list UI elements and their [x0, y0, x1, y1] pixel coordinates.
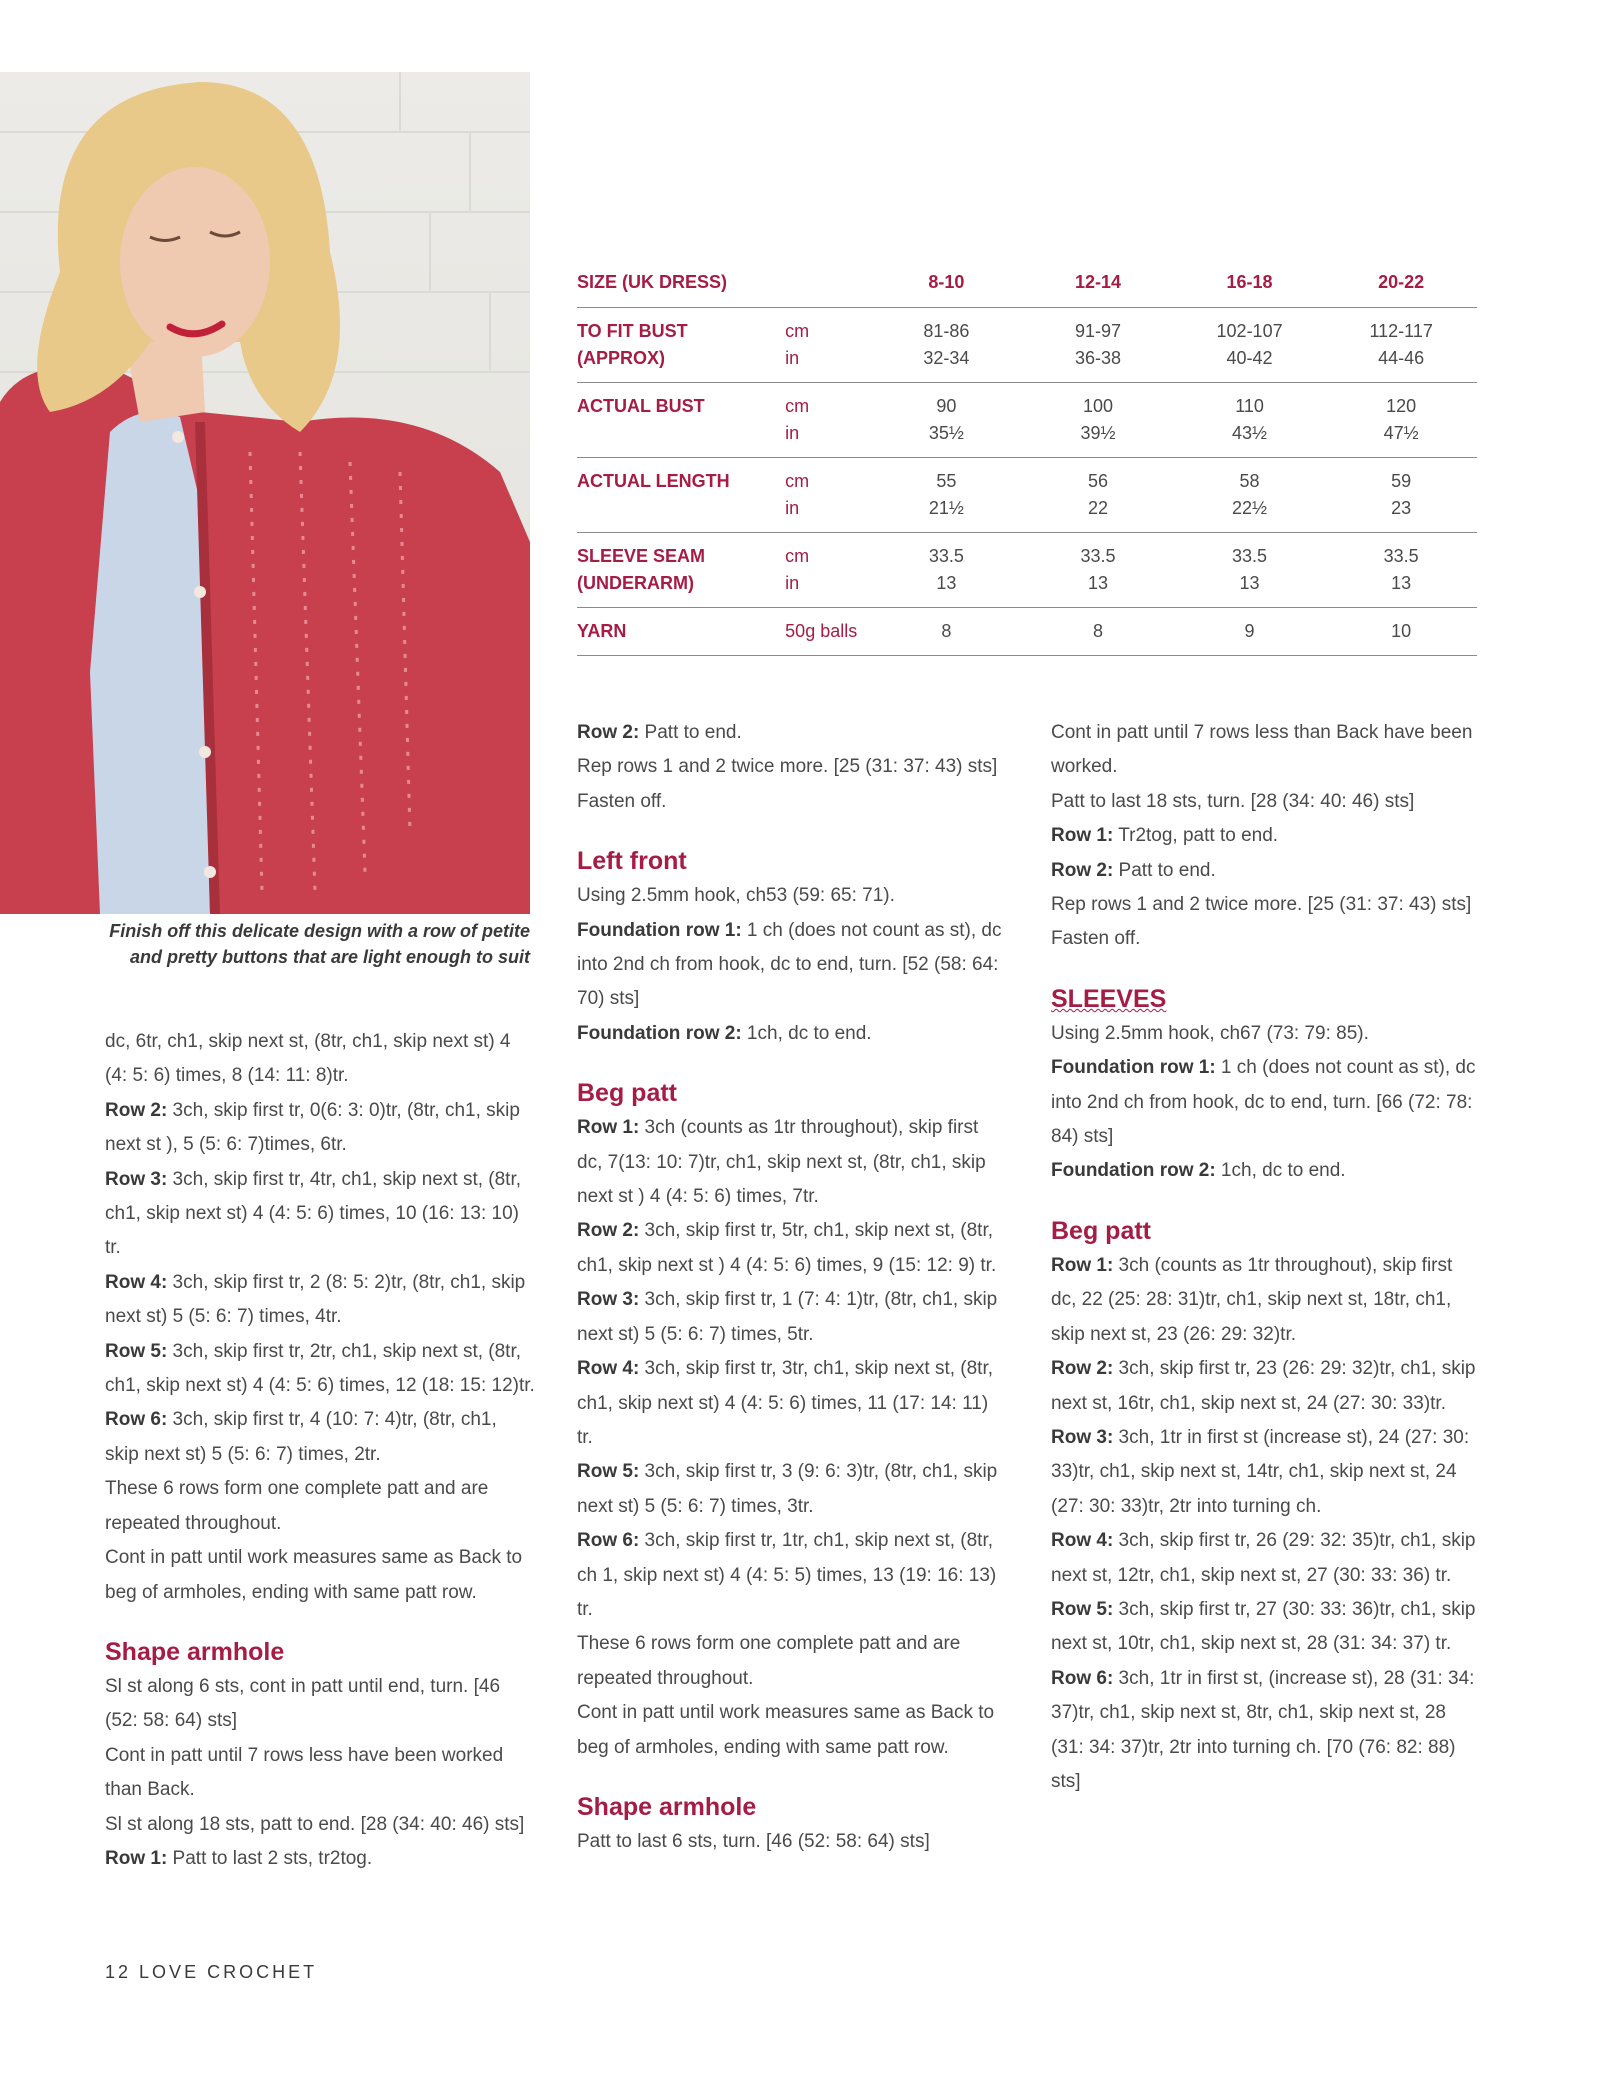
pattern-text: 3ch, skip first tr, 2tr, ch1, skip next st, (8tr, ch1, skip next st) 4 (4: 5: 6) times, 12 (18: 15: 12)tr.: [105, 1340, 535, 1397]
row-label: Row 2:: [1051, 859, 1114, 881]
size-header: 12-14: [1074, 272, 1121, 292]
row-units: cm in: [785, 308, 870, 383]
table-cell: 8: [1022, 608, 1174, 656]
pattern-paragraph: [577, 1214, 1007, 1283]
pattern-paragraph: [105, 1335, 535, 1404]
pattern-paragraph: [1051, 1662, 1481, 1800]
row-label: Row 3:: [105, 1168, 168, 1190]
table-cell: 56 22: [1022, 458, 1174, 533]
pattern-text: 3ch, skip first tr, 23 (26: 29: 32)tr, ch1, skip next st, 16tr, ch1, skip next st, 24 (27: 30: 33)tr.: [1051, 1358, 1476, 1414]
pattern-text: Cont in patt until 7 rows less than Back have been worked.: [1051, 722, 1473, 778]
table-cell: 10: [1325, 608, 1477, 656]
table-cell: 91-97 36-38: [1022, 308, 1174, 383]
row-label: Row 2:: [105, 1099, 168, 1121]
row-label: Row 3:: [577, 1289, 640, 1311]
pattern-text: Patt to last 6 sts, turn. [46 (52: 58: 64) sts]: [577, 1830, 930, 1852]
page-number: 12: [105, 1962, 132, 1982]
row-label: Row 1:: [1051, 825, 1114, 847]
pattern-text: dc, 6tr, ch1, skip next st, (8tr, ch1, skip next st) 4 (4: 5: 6) times, 8 (14: 11: 8)tr.: [105, 1031, 511, 1087]
row-units: cm in: [785, 458, 870, 533]
section-gap: [577, 819, 1007, 843]
row-label: Row 5:: [105, 1340, 168, 1362]
pattern-paragraph: [1051, 1524, 1481, 1593]
pattern-text: Rep rows 1 and 2 twice more. [25 (31: 37: 43) sts]: [1051, 894, 1472, 916]
pattern-text: Cont in patt until 7 rows less have been worked than Back.: [105, 1744, 504, 1801]
section-heading: Beg patt: [577, 1079, 677, 1108]
pattern-paragraph: [577, 879, 1007, 913]
pattern-text: 3ch, skip first tr, 1tr, ch1, skip next st, (8tr, ch 1, skip next st) 4 (4: 5: 5) times, 13 (19: 16: 13) tr.: [577, 1530, 997, 1620]
table-cell: 59 23: [1325, 458, 1477, 533]
pattern-text: 3ch, skip first tr, 3 (9: 6: 3)tr, (8tr, ch1, skip next st) 5 (5: 6: 7) times, 3tr.: [577, 1461, 998, 1517]
table-cell: 9: [1174, 608, 1326, 656]
pattern-text: Sl st along 18 sts, patt to end. [28 (34: 40: 46) sts]: [105, 1813, 525, 1835]
pattern-paragraph: [1051, 1593, 1481, 1662]
table-cell: 112-117 44-46: [1325, 308, 1477, 383]
pattern-text: Cont in patt until work measures same as Back to beg of armholes, ending with same patt row.: [105, 1547, 523, 1603]
pattern-text: 3ch, skip first tr, 2 (8: 5: 2)tr, (8tr, ch1, skip next st) 5 (5: 6: 7) times, 4tr.: [105, 1271, 526, 1328]
row-label: Row 6:: [105, 1409, 168, 1431]
row-units: cm in: [785, 533, 870, 608]
pattern-text: 1 ch (does not count as st), dc into 2nd ch from hook, dc to end, turn. [66 (72: 78: 84) sts]: [1051, 1057, 1476, 1148]
section-heading: Shape armhole: [105, 1637, 285, 1666]
pattern-paragraph: [1051, 716, 1481, 785]
pattern-paragraph: [105, 1403, 535, 1472]
pattern-text: Using 2.5mm hook, ch67 (73: 79: 85).: [1051, 1022, 1369, 1044]
row-label: Row 1:: [577, 1117, 640, 1139]
pattern-text: 3ch, skip first tr, 5tr, ch1, skip next st, (8tr, ch1, skip next st ) 4 (4: 5: 6) times, 9 (15: 12: 9) tr.: [577, 1220, 997, 1276]
cardigan-photo: [0, 72, 530, 914]
section-gap: [577, 1765, 1007, 1789]
row-units: 50g balls: [785, 608, 870, 656]
pattern-paragraph: [577, 1111, 1007, 1214]
pattern-paragraph: [577, 1825, 1007, 1859]
pattern-paragraph: [1051, 854, 1481, 888]
table-cell: 33.5 13: [1325, 533, 1477, 608]
section-heading: Shape armhole: [577, 1792, 757, 1821]
table-cell: 102-107 40-42: [1174, 308, 1326, 383]
pattern-paragraph: [577, 1283, 1007, 1352]
pattern-text: Patt to end.: [1113, 859, 1216, 881]
pattern-paragraph: [105, 1842, 535, 1876]
pattern-text: 3ch, skip first tr, 1 (7: 4: 1)tr, (8tr, ch1, skip next st) 5 (5: 6: 7) times, 5tr.: [577, 1289, 998, 1345]
pattern-text: These 6 rows form one complete patt and are repeated throughout.: [105, 1478, 489, 1534]
pattern-text: Rep rows 1 and 2 twice more. [25 (31: 37: 43) sts]: [577, 756, 998, 778]
pattern-text: 3ch, 1tr in first st, (increase st), 28 (31: 34: 37)tr, ch1, skip next st, 8tr, ch1, skip next st, 28 (31: 34: 37)tr, 2tr into turning ch. [70 (76: 82: 88) sts]: [1051, 1667, 1475, 1792]
row-label: Row 4:: [1051, 1530, 1114, 1552]
pattern-text: Tr2tog, patt to end.: [1113, 825, 1279, 847]
pattern-column-2: [577, 716, 1007, 1859]
pattern-paragraph: [105, 1739, 535, 1808]
pattern-text: Using 2.5mm hook, ch53 (59: 65: 71).: [577, 885, 895, 907]
pattern-paragraph: [1051, 1154, 1481, 1188]
pattern-paragraph: [1051, 819, 1481, 853]
size-header: 16-18: [1226, 272, 1273, 292]
section-gap: [1051, 1189, 1481, 1213]
row-label: Row 5:: [1051, 1598, 1114, 1620]
pattern-paragraph: [1051, 1421, 1481, 1524]
row-label: ACTUAL BUST: [577, 383, 785, 458]
table-cell: 33.5 13: [1174, 533, 1326, 608]
woman-in-cardigan-illustration: [0, 72, 530, 914]
size-table: [577, 272, 1477, 656]
pattern-paragraph: [105, 1163, 535, 1266]
row-label: Row 6:: [577, 1530, 640, 1552]
section-gap: [1051, 957, 1481, 981]
table-cell: 81-86 32-34: [871, 308, 1023, 383]
photo-caption: Finish off this delicate design with a row of petite and pretty buttons that are light enough to suit: [109, 921, 530, 967]
table-cell: 33.5 13: [871, 533, 1023, 608]
pattern-paragraph: [577, 1524, 1007, 1627]
pattern-paragraph: [577, 1627, 1007, 1696]
pattern-paragraph: [1051, 1352, 1481, 1421]
row-label: Row 1:: [105, 1847, 168, 1869]
row-label: TO FIT BUST (APPROX): [577, 308, 785, 383]
row-label: YARN: [577, 608, 785, 656]
pattern-paragraph: [105, 1808, 535, 1842]
section-heading: SLEEVES: [1051, 984, 1167, 1013]
table-cell: 55 21½: [871, 458, 1023, 533]
row-label: Foundation row 1:: [1051, 1057, 1216, 1079]
pattern-paragraph: [1051, 1017, 1481, 1051]
pattern-text: Fasten off.: [1051, 928, 1141, 950]
row-label: Row 5:: [577, 1461, 640, 1483]
size-header: 8-10: [928, 272, 965, 292]
pattern-paragraph: [1051, 888, 1481, 922]
row-label: Row 4:: [577, 1358, 640, 1380]
row-label: Foundation row 2:: [1051, 1160, 1216, 1182]
table-row: [577, 533, 1477, 608]
pattern-text: 3ch (counts as 1tr throughout), skip first dc, 22 (25: 28: 31)tr, ch1, skip next st, 18tr, ch1, skip next st, 23 (26: 29: 32)tr.: [1051, 1254, 1453, 1345]
pattern-paragraph: [105, 1266, 535, 1335]
table-row: [577, 383, 1477, 458]
pattern-paragraph: [577, 1017, 1007, 1051]
row-label: Row 2:: [577, 722, 640, 743]
pattern-paragraph: [105, 1025, 535, 1094]
size-header-label: SIZE (UK DRESS): [577, 272, 728, 292]
pattern-paragraph: [1051, 1051, 1481, 1154]
row-units: cm in: [785, 383, 870, 458]
pattern-text: 3ch, skip first tr, 26 (29: 32: 35)tr, ch1, skip next st, 12tr, ch1, skip next st, 27 (30: 33: 36) tr.: [1051, 1530, 1476, 1586]
pattern-text: 3ch (counts as 1tr throughout), skip first dc, 7(13: 10: 7)tr, ch1, skip next st, (8tr, ch1, skip next st ) 4 (4: 5: 6) times, 7tr.: [577, 1117, 986, 1208]
table-cell: 120 47½: [1325, 383, 1477, 458]
pattern-paragraph: [105, 1094, 535, 1163]
row-label: Row 2:: [1051, 1358, 1114, 1380]
section-heading: Beg patt: [1051, 1216, 1151, 1245]
section-heading: Left front: [577, 847, 687, 876]
row-label: Row 3:: [1051, 1426, 1114, 1448]
pattern-text: Patt to last 2 sts, tr2tog.: [167, 1847, 373, 1869]
size-table-header: [577, 272, 1477, 308]
pattern-text: 1ch, dc to end.: [741, 1022, 872, 1044]
pattern-paragraph: [105, 1541, 535, 1610]
section-gap: [577, 1051, 1007, 1075]
row-label: Row 6:: [1051, 1667, 1114, 1689]
pattern-text: 3ch, skip first tr, 3tr, ch1, skip next st, (8tr, ch1, skip next st) 4 (4: 5: 6) times, 11 (17: 14: 11) tr.: [577, 1358, 994, 1448]
pattern-text: 3ch, skip first tr, 27 (30: 33: 36)tr, ch1, skip next st, 10tr, ch1, skip next st, 28 (31: 34: 37) tr.: [1051, 1598, 1476, 1655]
pattern-text: 1ch, dc to end.: [1215, 1160, 1346, 1182]
row-label: Row 1:: [1051, 1254, 1114, 1276]
table-cell: 110 43½: [1174, 383, 1326, 458]
table-cell: 90 35½: [871, 383, 1023, 458]
table-cell: 33.5 13: [1022, 533, 1174, 608]
row-label: SLEEVE SEAM (UNDERARM): [577, 533, 785, 608]
magazine-name: LOVE CROCHET: [139, 1962, 318, 1982]
row-label: Foundation row 1:: [577, 919, 742, 941]
table-row: [577, 458, 1477, 533]
table-cell: 8: [871, 608, 1023, 656]
pattern-paragraph: [1051, 1249, 1481, 1352]
row-label: Row 2:: [577, 1220, 640, 1242]
pattern-column-1: [105, 1025, 535, 1876]
pattern-paragraph: [1051, 922, 1481, 956]
pattern-text: 3ch, skip first tr, 4 (10: 7: 4)tr, (8tr, ch1, skip next st) 5 (5: 6: 7) times, 2tr.: [105, 1409, 497, 1465]
pattern-paragraph: [577, 1696, 1007, 1765]
pattern-text: Sl st along 6 sts, cont in patt until end, turn. [46 (52: 58: 64) sts]: [105, 1675, 501, 1732]
pattern-text: Patt to end.: [639, 722, 742, 743]
pattern-text: Cont in patt until work measures same as Back to beg of armholes, ending with same patt row.: [577, 1702, 995, 1758]
row-label: Row 4:: [105, 1271, 168, 1293]
pattern-paragraph: [577, 914, 1007, 1017]
row-label: ACTUAL LENGTH: [577, 458, 785, 533]
pattern-text: 1 ch (does not count as st), dc into 2nd ch from hook, dc to end, turn. [52 (58: 64: 70) sts]: [577, 919, 1002, 1010]
pattern-text: 3ch, skip first tr, 0(6: 3: 0)tr, (8tr, ch1, skip next st ), 5 (5: 6: 7)times, 6tr.: [105, 1099, 520, 1156]
size-header: 20-22: [1378, 272, 1425, 292]
page-footer: [105, 1962, 317, 1983]
pattern-paragraph: [105, 1472, 535, 1541]
table-cell: 58 22½: [1174, 458, 1326, 533]
table-row: [577, 308, 1477, 383]
pattern-text: These 6 rows form one complete patt and are repeated throughout.: [577, 1633, 961, 1689]
row-label: Foundation row 2:: [577, 1022, 742, 1044]
pattern-text: Fasten off.: [577, 790, 667, 812]
pattern-paragraph: [1051, 785, 1481, 819]
pattern-paragraph: [577, 716, 1007, 750]
pattern-paragraph: [577, 785, 1007, 819]
pattern-text: 3ch, skip first tr, 4tr, ch1, skip next st, (8tr, ch1, skip next st) 4 (4: 5: 6) times, 10 (16: 13: 10) tr.: [105, 1168, 522, 1259]
section-gap: [105, 1610, 535, 1634]
pattern-column-3: [1051, 716, 1481, 1799]
pattern-paragraph: [105, 1670, 535, 1739]
pattern-text: 3ch, 1tr in first st (increase st), 24 (27: 30: 33)tr, ch1, skip next st, 14tr, ch1, skip next st, 24 (27: 30: 33)tr, 2tr into turning ch.: [1051, 1426, 1470, 1517]
pattern-paragraph: [577, 1455, 1007, 1524]
table-row: [577, 608, 1477, 656]
pattern-paragraph: [577, 1352, 1007, 1455]
pattern-paragraph: [577, 750, 1007, 784]
pattern-text: Patt to last 18 sts, turn. [28 (34: 40: 46) sts]: [1051, 790, 1415, 812]
table-cell: 100 39½: [1022, 383, 1174, 458]
